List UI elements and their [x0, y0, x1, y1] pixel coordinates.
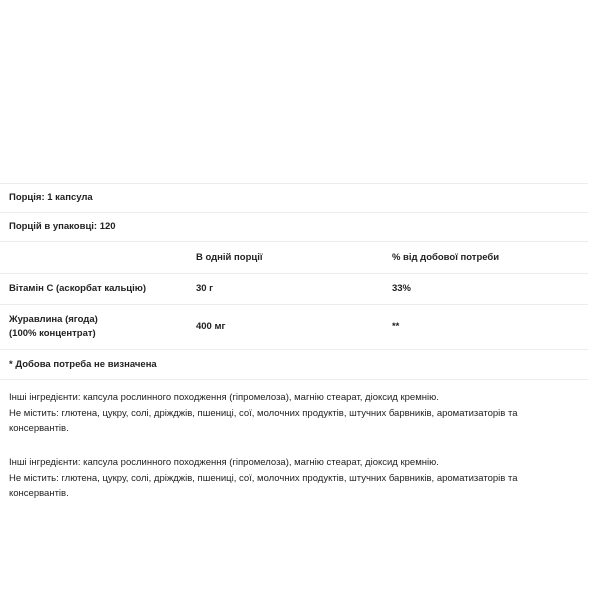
ingredients-block-1 — [0, 380, 588, 438]
nutrient-amount: 400 мг — [195, 320, 226, 332]
nutrient-name: Журавлина (ягода) — [9, 314, 98, 326]
column-header-percent-daily-value: % від добової потреби — [391, 251, 500, 263]
allergen-free-text: Не містить: глютена, цукру, солі, дріжджів, пшениці, сої, молочних продуктів, штучних барвників, ароматизаторів та консервантів. — [9, 407, 518, 435]
table-header-row — [0, 241, 588, 274]
allergen-free-text: Не містить: глютена, цукру, солі, дріжджів, пшениці, сої, молочних продуктів, штучних барвників, ароматизаторів та консервантів. — [9, 472, 518, 500]
nutrient-daily-value: 33% — [391, 283, 411, 295]
supplement-facts-table — [0, 183, 588, 380]
nutrient-name-cell — [0, 305, 196, 350]
nutrient-name: Вітамін C (аскорбат кальцію) — [9, 283, 147, 295]
table-row-footnote — [0, 349, 588, 380]
serving-size-label: Порція: 1 капсула — [9, 192, 93, 203]
table-row — [0, 274, 588, 305]
other-ingredients-text: Інші інгредієнти: капсула рослинного походження (гіпромелоза), магнію стеарат, діоксид кремнію. — [9, 457, 439, 469]
top-spacer — [0, 0, 600, 183]
nutrient-amount: 30 г — [195, 283, 214, 295]
table-row — [0, 305, 588, 350]
table-row-serving-size — [0, 184, 588, 213]
daily-value-footnote: * Добова потреба не визначена — [9, 358, 157, 370]
column-header-name — [0, 241, 196, 274]
table-row-servings-per-container — [0, 212, 588, 241]
servings-per-container-label: Порцій в упаковці: 120 — [9, 220, 116, 232]
nutrient-name-subline: (100% концентрат) — [9, 327, 96, 339]
column-header-amount-per-serving: В одній порції — [195, 251, 263, 263]
other-ingredients-text: Інші інгредієнти: капсула рослинного походження (гіпромелоза), магнію стеарат, діоксид кремнію. — [9, 392, 439, 404]
ingredients-block-2 — [0, 438, 588, 503]
nutrient-daily-value: ** — [391, 320, 400, 332]
